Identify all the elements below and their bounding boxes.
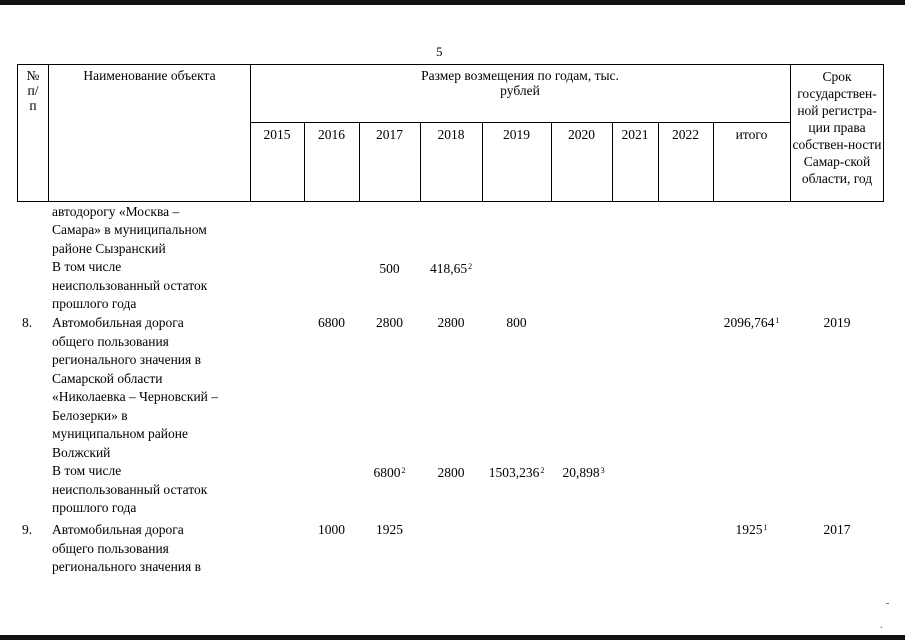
header-year-2021: 2021 <box>621 127 649 142</box>
page-number: 5 <box>436 44 443 59</box>
row9-2017: 1925 <box>376 522 403 537</box>
row8-total-value: 2096,764 <box>723 315 775 330</box>
header-deadline-text: Срок государствен-ной регистра-ции права собствен-ности Самар-ской области, год <box>792 69 882 186</box>
row8-total-footnote: 1 <box>775 316 780 325</box>
cont-sub-2017 <box>359 260 420 278</box>
cont-sub-2018 <box>420 260 482 278</box>
header-amount <box>340 68 700 98</box>
years-top-line <box>250 122 791 123</box>
header-no-text: № п/п <box>26 68 40 113</box>
header-no <box>18 68 48 113</box>
row8-name-line-8: Волжский <box>52 445 111 460</box>
row8-2016: 6800 <box>318 315 345 330</box>
header-year-2019: 2019 <box>503 127 530 142</box>
row8-name-line-7: муниципальном районе <box>52 426 188 441</box>
row8-sub-2019-footnote: 2 <box>540 466 545 475</box>
row9-total-footnote: 1 <box>763 523 768 532</box>
row9-total <box>713 521 790 539</box>
row8-sub-name-line-2: неиспользованный остаток <box>52 482 208 497</box>
header-deadline <box>791 68 883 187</box>
row8-sub-2020 <box>553 464 614 482</box>
cont-sub-2018-value: 418,65 <box>429 261 468 276</box>
row8-total <box>713 314 790 332</box>
cont-name-line-2: Самара» в муниципальном <box>52 222 207 237</box>
cont-sub-name-line-3: прошлого года <box>52 296 137 311</box>
table-header-bottom-line <box>17 201 883 202</box>
row8-2017: 2800 <box>376 315 403 330</box>
cont-sub-name-line-2: неиспользованный остаток <box>52 278 208 293</box>
row8-name-line-2: общего пользования <box>52 334 169 349</box>
row9-total-value: 1925 <box>735 522 763 537</box>
row8-sub-2019-value: 1503,236 <box>488 465 540 480</box>
row8-name-line-5: «Николаевка – Черновский – <box>52 389 219 404</box>
col-divider-no <box>48 64 49 202</box>
row9-number: 9. <box>22 522 33 537</box>
row8-name-line-1: Автомобильная дорога <box>52 315 184 330</box>
table-right-line <box>883 64 884 202</box>
row8-sub-2017-footnote: 2 <box>401 466 406 475</box>
header-year-2022: 2022 <box>672 127 699 142</box>
header-year-2020: 2020 <box>568 127 595 142</box>
cont-name-line-1: автодорогу «Москва – <box>52 204 180 219</box>
row8-name-line-3: регионального значения в <box>52 352 201 367</box>
row8-number: 8. <box>22 315 33 330</box>
row8-sub-name-line-3: прошлого года <box>52 500 137 515</box>
scan-mark: - <box>886 598 890 609</box>
row8-sub-name-line-1: В том числе <box>52 463 122 478</box>
row8-deadline: 2019 <box>823 315 851 330</box>
cont-name-line-3: районе Сызранский <box>52 241 166 256</box>
scan-bottom-border <box>0 635 905 640</box>
row8-sub-2017 <box>359 464 420 482</box>
row8-sub-2020-footnote: 3 <box>600 466 605 475</box>
row8-name-line-6: Белозерки» в <box>52 408 128 423</box>
row9-deadline: 2017 <box>823 522 851 537</box>
header-year-2017: 2017 <box>376 127 403 142</box>
scan-mark: . <box>880 620 883 631</box>
header-year-2016: 2016 <box>318 127 345 142</box>
row9-2016: 1000 <box>318 522 345 537</box>
row8-sub-2020-value: 20,898 <box>562 465 600 480</box>
cont-sub-2017-value: 500 <box>379 261 400 276</box>
row8-sub-2017-value: 6800 <box>373 465 401 480</box>
row9-name-line-1: Автомобильная дорога <box>52 522 184 537</box>
row9-name-line-2: общего пользования <box>52 541 169 556</box>
header-total: итого <box>735 127 768 142</box>
row8-2018: 2800 <box>437 315 465 330</box>
row8-sub-2018: 2800 <box>437 465 465 480</box>
row8-name-line-4: Самарской области <box>52 371 163 386</box>
row9-name-line-3: регионального значения в <box>52 559 201 574</box>
header-name: Наименование объекта <box>83 68 216 83</box>
row8-2019: 800 <box>506 315 527 330</box>
header-amount-text: Размер возмещения по годам, тыс. рублей <box>421 68 619 98</box>
row8-sub-2019 <box>482 464 551 482</box>
header-year-2018: 2018 <box>437 127 465 142</box>
cont-sub-name-line-1: В том числе <box>52 259 122 274</box>
header-year-2015: 2015 <box>263 127 291 142</box>
cont-sub-2018-footnote: 2 <box>468 262 473 271</box>
scan-top-border <box>0 0 905 5</box>
table-top-line <box>17 64 883 65</box>
